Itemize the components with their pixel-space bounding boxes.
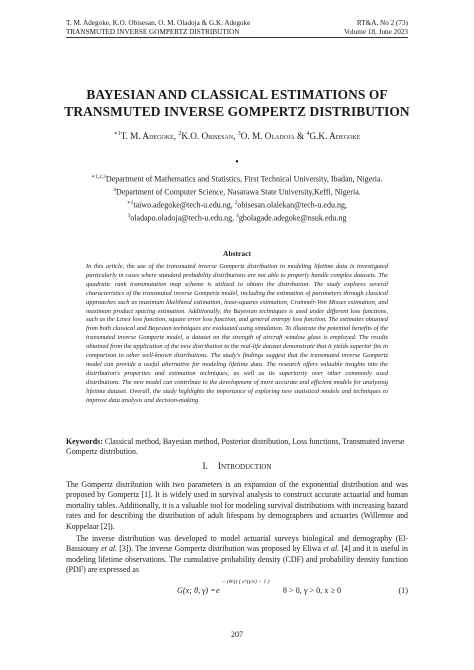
equation-1 [66, 579, 408, 602]
paper-title [40, 86, 434, 120]
email-2[interactable]: obisesan.olalekan@tech-u.edu.ng, [237, 200, 347, 210]
author-3-sup: 3 [237, 131, 241, 137]
email-line-1 [40, 198, 434, 211]
affiliation-1-sup: ∗1,2,3 [91, 174, 106, 180]
section-title: Introduction [217, 462, 272, 472]
author-2-sup: 2 [178, 131, 182, 137]
email-line-2: $^3$oladapo.oladoja@tech-u.edu.ng, $^4$gbolagade.adegoke@nsuk.edu.ng [127, 212, 347, 223]
keywords-label: Keywords: [66, 437, 103, 446]
keywords [66, 437, 408, 458]
section-number: I. [202, 462, 208, 472]
page-number: 207 [231, 630, 243, 639]
email-4-sup: 4 [236, 212, 239, 219]
email-4[interactable]: gbolagade.adegoke@nsuk.edu.ng [238, 213, 347, 223]
affiliation-2-sup: 4 [113, 186, 116, 193]
intro-p2-part-c: [4] and it is useful in modeling lifetime observations. The cumulative probability density (CDF) and probability density function (PDF) are expressed as [66, 544, 408, 575]
header-authors: T. M. Adegoke, K.O. Obisesan, O. M. Oladoja & G.K. Adegoke [66, 19, 251, 27]
affiliations [40, 172, 434, 223]
title-line-2: TRANSMUTED INVERSE GOMPERTZ DISTRIBUTION [64, 104, 410, 119]
author-4: G.K. Adegoke [309, 131, 361, 142]
section-heading [0, 462, 474, 473]
affiliation-2-text: Department of Computer Science, Nasarawa State University,Keffi, Nigeria. [115, 187, 361, 197]
email-1[interactable]: taiwo.adegoke@tech-u.edu.ng, [133, 200, 233, 210]
abstract-heading: Abstract [223, 249, 251, 258]
title-line-1: BAYESIAN AND CLASSICAL ESTIMATIONS OF [86, 87, 388, 102]
affiliation-line-2 [40, 185, 434, 198]
intro-p2-etal-2: et al. [323, 544, 340, 554]
abstract-text: In this article, the use of the transmuted inverse Gompertz distribution in modeling lifetime data is investigated particularly in cases where standard probability distributions are not able to properly handle complex datasets. The quadratic rank transmutation map scheme is utilized to obtain the distribution. The study explores several characteristics of the transmuted inverse Gompertz model, including the estimation of parameters through classical approaches such as maximum likelihood estimation, least-squares estimation, Crammér-Von Misses estimation, and maximum product spacing estimation. Additionally, the Bayesian techniques is used under different loss functions, such as the Linex loss function, square error loss function, and general entropy loss function. The estimates obtained from both classical and Bayesian techniques are evaluated using simulation. To illustrate the potential benefits of the transmuted inverse Gompertz model, a dataset on the strength of aircraft window glass is employed. The results obtained from the application of the new distribution to the real-life dataset demonstrate that it yields superior fits in comparison to other well-known distributions. The study's findings suggest that the transmuted inverse Gompertz model can provide a useful alternative for modeling lifetime data. The research offers valuable insights into the distribution's properties and estimation techniques, as well as its superiority over other commonly used distributions. The new model can contribute to the development of more accurate and efficient models for analyzing lifetime dataset. Overall, the study highlights the importance of exploring new statistical models and techniques to improve data analysis and decision-making [86, 263, 388, 404]
intro-p2-etal-1: et al. [101, 544, 118, 554]
author-4-sup: 4 [306, 131, 310, 137]
affiliation-1-text: Department of Mathematics and Statistics, First Technical University, Ibadan, Nigeria. [105, 174, 383, 184]
email-2-sup: 2 [234, 199, 238, 206]
separator-bullet: • [235, 157, 239, 168]
author-1: T. M. Adegoke [120, 131, 174, 142]
equation-lhs: G(x; θ, γ) = [177, 586, 216, 595]
header-running-title: TRANSMUTED INVERSE GOMPERTZ DISTRIBUTION [66, 27, 240, 36]
header-rule [66, 37, 408, 38]
intro-paragraph-1: The Gompertz distribution with two parameters is an expansion of the exponential distribution and was proposed by Gompertz [1]. It is widely used in survival analysis to construct accurate actuarial and human mortality tables. Additionally, it is a valuable tool for modeling survival distributions with increasing hazard rates and for describing the distribution of adult lifespans by demographers and actuaries (Willemse and Koppelaar [2]). [66, 480, 408, 531]
affiliation-line-1 [40, 172, 434, 185]
equation-base: e [216, 586, 220, 595]
author-1-sup: ∗1 [113, 131, 121, 137]
equation-number: (1) [398, 586, 408, 595]
intro-paragraph-2 [66, 534, 408, 576]
header-volume: Volume 18, June 2023 [343, 27, 408, 36]
email-3[interactable]: oladapo.oladoja@tech-u.edu.ng [130, 213, 233, 223]
intro-p2-part-b: [3]). The inverse Gompertz distribution was proposed by Eliwa [117, 544, 324, 554]
email-3-sup: 3 [127, 212, 131, 219]
equation-exponent: − (θ/γ) ( e^(γ/x) − 1 ) [222, 579, 270, 585]
email-1-sup: ∗1 [127, 199, 134, 206]
equation-conditions: θ > 0, γ > 0, x ≥ 0 [283, 586, 342, 595]
keywords-text: Classical method, Bayesian method, Posterior distribution, Loss functions, Transmuted inverse Gompertz distribution. [66, 437, 405, 457]
author-2: K.O. Obisesan [181, 131, 234, 142]
header-journal: RT&A, No 2 (73) [356, 19, 408, 27]
author-list: $^{∗1}$T. M. Adegoke, $^2$K.O. Obisesan, $^3$O. M. Oladoja & $^4$G.K. Adegoke [113, 131, 361, 142]
intro-p2-part-a: The inverse distribution was developed to model actuarial surveys biological and demography (El-Bassiouny [66, 534, 408, 554]
author-3: O. M. Oladoja [240, 131, 295, 142]
